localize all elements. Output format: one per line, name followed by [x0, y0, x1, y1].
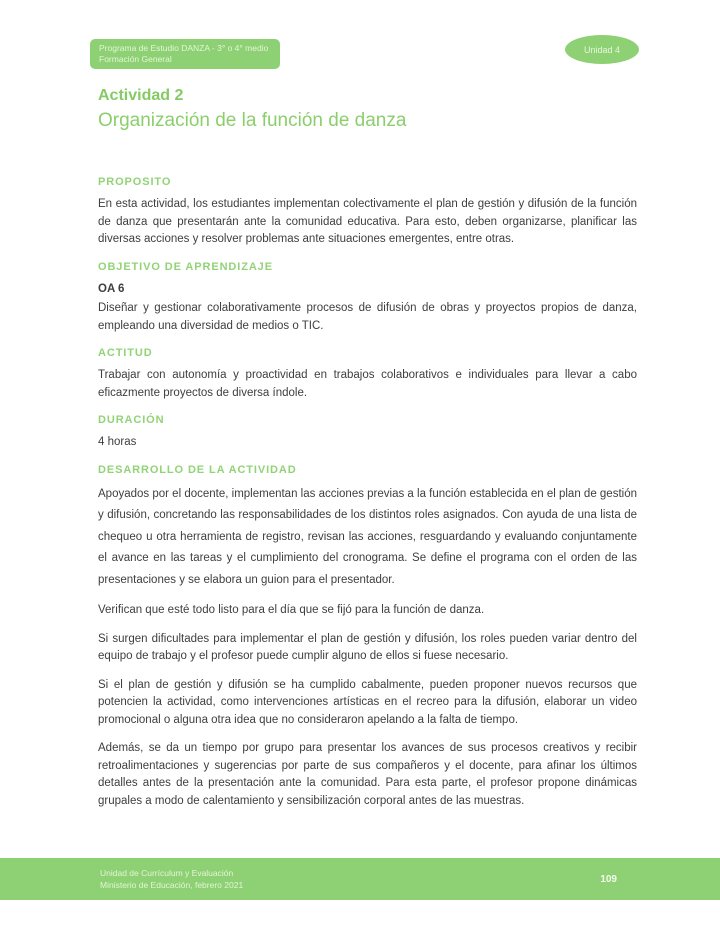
page-number: 109 [600, 873, 617, 885]
desarrollo-paragraph: Si surgen dificultades para implementar el plan de gestión y difusión, los roles pueden variar dentro del equipo de trabajo y el profesor puede cumplir alguno de ellos si fuese necesario. [98, 632, 637, 662]
duracion-body: 4 horas [98, 436, 137, 448]
footer-credits [100, 867, 243, 891]
activity-name: Organización de la función de danza [98, 110, 407, 131]
desarrollo-paragraph: Apoyados por el docente, implementan las acciones previas a la función establecida en el plan de gestión y difusión, concretando las responsabilidades de los distintos roles asignados. Con ayuda de una lista de chequeo u otra herramienta de registro, revisan las acciones, resguardando y evaluando conjuntamente el avance en las tareas y el cumplimiento del cronograma. Se define el programa con el orden de las presentaciones y se elabora un guion para el presentador. [98, 487, 637, 586]
unit-badge [565, 35, 639, 64]
section-heading-duracion: DURACIÓN [98, 414, 165, 426]
desarrollo-paragraph: Verifican que esté todo listo para el día que se fijó para la función de danza. [98, 604, 485, 616]
footer-unit: Unidad de Currículum y Evaluación [100, 868, 234, 878]
program-header-badge [90, 39, 280, 69]
activity-title: Actividad 2 [98, 87, 184, 104]
unit-badge-label: Unidad 4 [583, 44, 621, 55]
section-heading-actitud: ACTITUD [98, 347, 153, 359]
page-footer [0, 858, 720, 900]
desarrollo-paragraph: Además, se da un tiempo por grupo para presentar los avances de sus procesos creativos y recibir retroalimentaciones y sugerencias por parte de sus compañeros y el docente, para afinar los últimos detalles antes de la presentación ante la comunidad. Para esta parte, el profesor propone dinámicas grupales a modo de calentamiento y sensibilización corporal antes de las muestras. [98, 742, 637, 807]
section-heading-objetivo: OBJETIVO DE APRENDIZAJE [98, 260, 273, 273]
desarrollo-paragraph: Si el plan de gestión y difusión se ha cumplido cabalmente, pueden proponer nuevos recursos que potencien la actividad, como intervenciones artísticas en el recreo para la difusión, elaborar un video promocional o alguna otra idea que no consideraron apelando a la falta de tiempo. [98, 678, 637, 726]
main-content [98, 86, 637, 821]
program-title: Programa de Estudio DANZA - 3° o 4° medio [99, 43, 269, 53]
objetivo-body: Diseñar y gestionar colaborativamente procesos de difusión de obras y proyectos propios de danza, empleando una diversidad de medios o TIC. [98, 302, 637, 332]
footer-ministry: Ministerio de Educación, febrero 2021 [100, 880, 244, 890]
section-heading-desarrollo: DESARROLLO DE LA ACTIVIDAD [98, 463, 297, 476]
program-subtitle: Formación General [99, 54, 172, 64]
oa-label: OA 6 [98, 282, 125, 295]
proposito-body: En esta actividad, los estudiantes implementan colectivamente el plan de gestión y difusión de la función de danza que presentarán ante la comunidad educativa. Para esto, deben organizarse, planificar las diversas acciones y resolver problemas ante situaciones emergentes, entre otras. [98, 198, 637, 245]
section-heading-proposito: PROPOSITO [98, 176, 172, 188]
actitud-body: Trabajar con autonomía y proactividad en trabajos colaborativos e individuales para llevar a cabo eficazmente proyectos de diversa índole. [98, 369, 637, 399]
